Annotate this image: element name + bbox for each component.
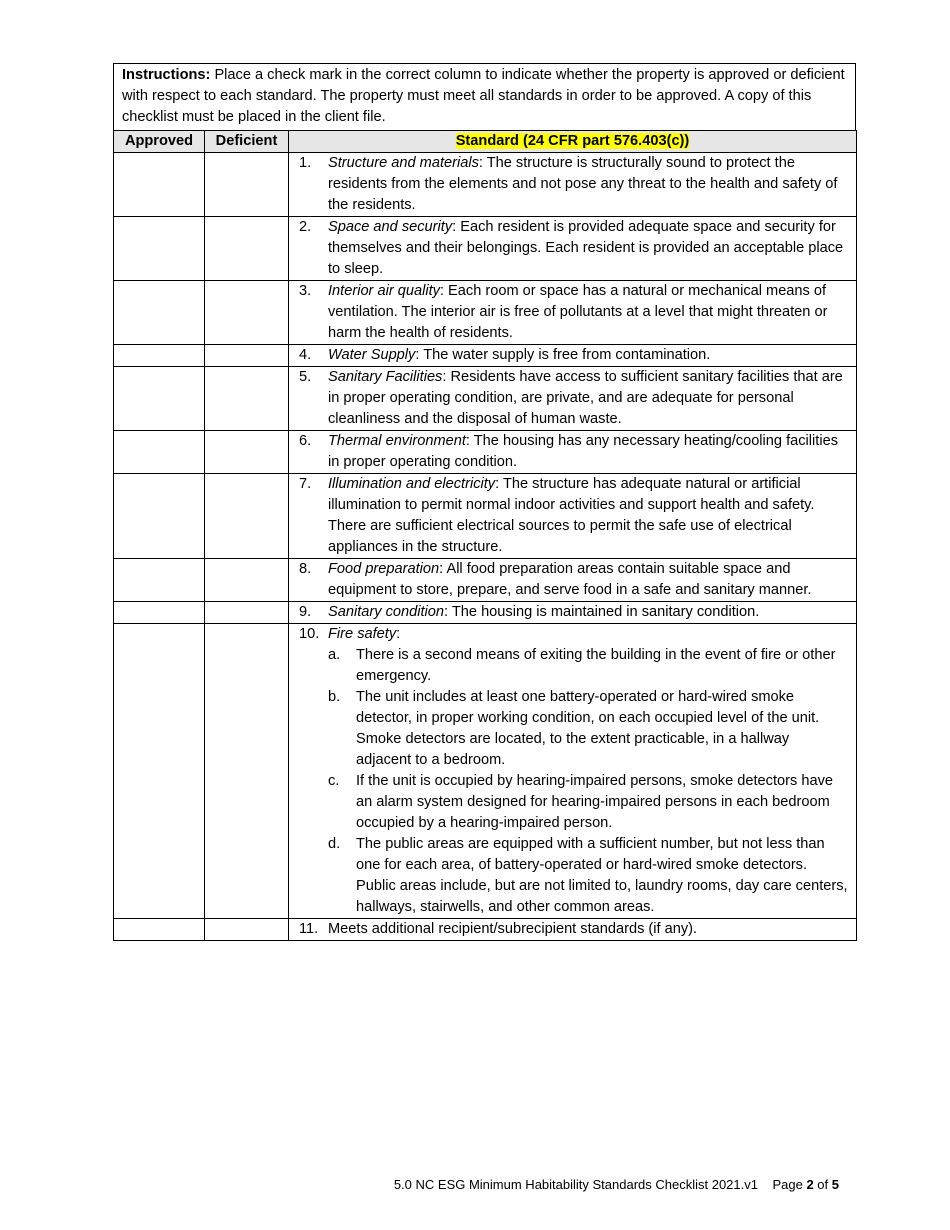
standard-title: Fire safety <box>328 626 397 642</box>
footer-doc-title: 5.0 NC ESG Minimum Habitability Standards Checklist 2021.v1 <box>393 1177 758 1192</box>
approved-check-cell[interactable] <box>114 624 205 919</box>
approved-check-cell[interactable] <box>114 153 205 217</box>
footer-page-word: Page <box>772 1177 803 1192</box>
standard-text: : Residents have access to sufficient sanitary facilities that are in proper operating condition, are private, and are adequate for personal cleanliness and the disposal of human waste. <box>328 369 843 427</box>
header-standard <box>289 131 857 153</box>
standard-number: 10. <box>299 626 320 642</box>
sub-item-text: The public areas are equipped with a sufficient number, but not less than one for each area, of battery-operated or hard-wired smoke detectors. Public areas include, but are not limited to, laundry rooms, day care centers, hallways, stairwells, and other common areas. <box>356 836 848 915</box>
footer-page-total: 5 <box>831 1177 839 1192</box>
header-standard-label: Standard (24 CFR part 576.403(c)) <box>455 133 690 149</box>
sub-item-text: The unit includes at least one battery-operated or hard-wired smoke detector, in proper working condition, on each occupied level of the unit. Smoke detectors are located, to the extent practicable, in a hallway adjacent to a bedroom. <box>356 689 820 768</box>
sub-item <box>297 771 848 834</box>
sub-item <box>297 645 848 687</box>
sub-item <box>297 834 848 918</box>
standards-table <box>113 130 857 941</box>
standard-cell <box>289 367 857 431</box>
deficient-check-cell[interactable] <box>205 624 289 919</box>
standard-text-block <box>328 153 848 216</box>
standard-cell <box>289 474 857 559</box>
header-deficient: Deficient <box>205 131 289 153</box>
sub-item <box>297 687 848 771</box>
standard-item <box>297 345 848 366</box>
table-row <box>114 431 857 474</box>
standard-item <box>297 474 848 558</box>
instructions-label: Instructions: <box>122 67 211 83</box>
standard-cell <box>289 559 857 602</box>
approved-check-cell[interactable] <box>114 602 205 624</box>
standard-title: Structure and materials <box>328 155 479 171</box>
deficient-check-cell[interactable] <box>205 474 289 559</box>
standard-text-block <box>328 367 848 430</box>
standard-title: Space and security <box>328 219 453 235</box>
standard-item <box>297 431 848 473</box>
standard-number: 1. <box>299 155 312 171</box>
standard-text-block <box>328 431 848 473</box>
standard-text: : The structure has adequate natural or artificial illumination to permit normal indoor activities and support health and safety. There are sufficient electrical sources to permit the safe use of electrical appliances in the structure. <box>328 476 815 555</box>
approved-check-cell[interactable] <box>114 217 205 281</box>
standard-text-block <box>328 559 848 601</box>
deficient-check-cell[interactable] <box>205 153 289 217</box>
page-footer <box>394 1176 839 1194</box>
table-row <box>114 602 857 624</box>
standard-item <box>297 559 848 601</box>
standard-item <box>297 153 848 216</box>
deficient-check-cell[interactable] <box>205 919 289 941</box>
standard-item <box>297 919 848 940</box>
sub-item-text: If the unit is occupied by hearing-impaired persons, smoke detectors have an alarm system designed for hearing-impaired persons in each bedroom occupied by a hearing-impaired person. <box>356 773 833 831</box>
table-row <box>114 919 857 941</box>
standard-text-block <box>328 474 848 558</box>
standard-text: : The housing has any necessary heating/cooling facilities in proper operating condition. <box>328 433 838 470</box>
table-row <box>114 367 857 431</box>
standard-number: 6. <box>299 433 312 449</box>
standard-item <box>297 602 848 623</box>
standard-text: : The housing is maintained in sanitary condition. <box>444 604 760 620</box>
approved-check-cell[interactable] <box>114 367 205 431</box>
deficient-check-cell[interactable] <box>205 345 289 367</box>
approved-check-cell[interactable] <box>114 345 205 367</box>
table-row <box>114 345 857 367</box>
standard-title: Food preparation <box>328 561 440 577</box>
table-row <box>114 217 857 281</box>
instructions-text: Place a check mark in the correct column to indicate whether the property is approved or deficient with respect to each standard. The property must meet all standards in order to be approved. A copy of this checklist must be placed in the client file. <box>122 67 845 125</box>
table-row <box>114 624 857 919</box>
standard-cell <box>289 217 857 281</box>
standard-cell <box>289 602 857 624</box>
sub-item-letter: b. <box>328 689 341 705</box>
standard-text-block <box>328 345 848 366</box>
standard-cell <box>289 431 857 474</box>
approved-check-cell[interactable] <box>114 431 205 474</box>
standard-title: Sanitary condition <box>328 604 445 620</box>
standard-number: 9. <box>299 604 312 620</box>
deficient-check-cell[interactable] <box>205 431 289 474</box>
table-header-row <box>114 131 857 153</box>
sub-item-text: There is a second means of exiting the building in the event of fire or other emergency. <box>356 647 836 684</box>
approved-check-cell[interactable] <box>114 559 205 602</box>
standard-number: 8. <box>299 561 312 577</box>
standard-item <box>297 217 848 280</box>
standard-number: 3. <box>299 283 312 299</box>
standard-cell <box>289 345 857 367</box>
checklist-sheet <box>113 63 856 941</box>
standard-text: : The structure is structurally sound to protect the residents from the elements and not pose any threat to the health and safety of the residents. <box>328 155 838 213</box>
table-row <box>114 281 857 345</box>
standard-item <box>297 367 848 430</box>
deficient-check-cell[interactable] <box>205 281 289 345</box>
standard-title: Sanitary Facilities <box>328 369 443 385</box>
standard-number: 2. <box>299 219 312 235</box>
sub-item-letter: c. <box>328 773 340 789</box>
approved-check-cell[interactable] <box>114 919 205 941</box>
standard-item <box>297 624 848 645</box>
standard-text: : Each room or space has a natural or mechanical means of ventilation. The interior air is free of pollutants at a level that might threaten or harm the health of residents. <box>328 283 828 341</box>
standard-number: 5. <box>299 369 312 385</box>
footer-of-word: of <box>817 1177 829 1192</box>
standard-text-block <box>328 624 848 645</box>
standard-text-block <box>328 919 848 940</box>
standard-cell <box>289 281 857 345</box>
standard-number: 4. <box>299 347 312 363</box>
standard-text: : The water supply is free from contamination. <box>415 347 711 363</box>
table-row <box>114 559 857 602</box>
header-approved: Approved <box>114 131 205 153</box>
standard-title: Water Supply <box>328 347 416 363</box>
standard-text-block <box>328 217 848 280</box>
standard-cell <box>289 919 857 941</box>
standard-cell <box>289 624 857 919</box>
deficient-check-cell[interactable] <box>205 602 289 624</box>
standard-text: : All food preparation areas contain suitable space and equipment to store, prepare, and serve food in a safe and sanitary manner. <box>328 561 812 598</box>
standard-text: Meets additional recipient/subrecipient standards (if any). <box>328 921 698 937</box>
deficient-check-cell[interactable] <box>205 367 289 431</box>
standard-item <box>297 281 848 344</box>
deficient-check-cell[interactable] <box>205 559 289 602</box>
sub-item-letter: d. <box>328 836 341 852</box>
standard-text-block <box>328 602 848 623</box>
footer-page-number: 2 <box>806 1177 814 1192</box>
standard-number: 11. <box>299 921 319 937</box>
standard-cell <box>289 153 857 217</box>
standard-text-block <box>328 281 848 344</box>
instructions-block <box>113 63 856 130</box>
approved-check-cell[interactable] <box>114 281 205 345</box>
standard-title: Illumination and electricity <box>328 476 496 492</box>
table-row <box>114 153 857 217</box>
approved-check-cell[interactable] <box>114 474 205 559</box>
table-body <box>114 153 857 941</box>
standard-title: Interior air quality <box>328 283 440 299</box>
standard-title: Thermal environment <box>328 433 466 449</box>
standard-text: : Each resident is provided adequate space and security for themselves and their belongings. Each resident is provided an acceptable place to sleep. <box>328 219 844 277</box>
deficient-check-cell[interactable] <box>205 217 289 281</box>
standard-text: : <box>396 626 401 642</box>
sub-item-letter: a. <box>328 647 341 663</box>
table-row <box>114 474 857 559</box>
standard-number: 7. <box>299 476 312 492</box>
